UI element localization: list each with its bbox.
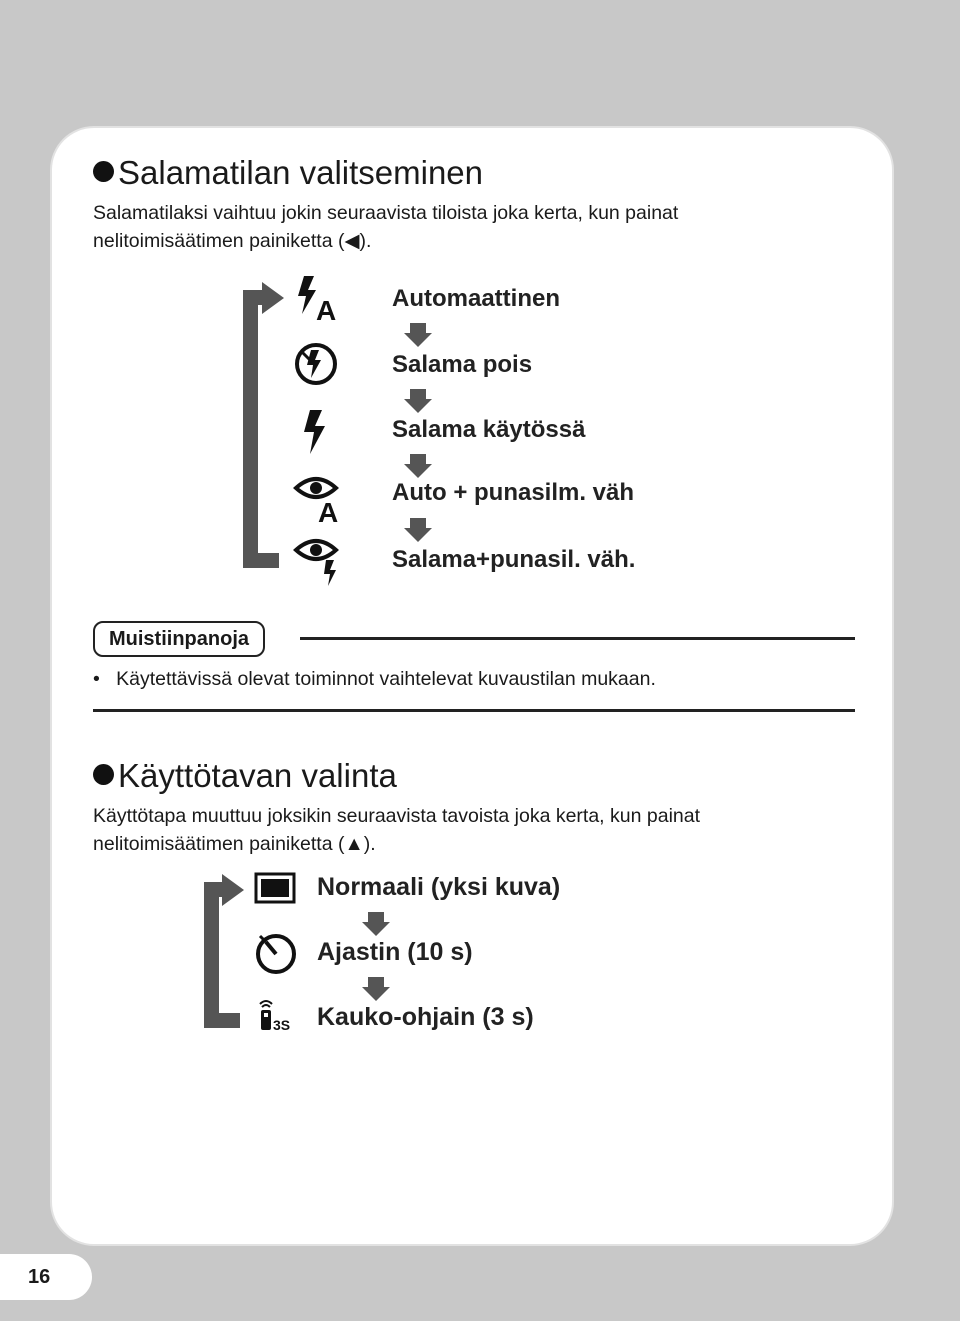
flash-off-icon [294, 342, 340, 388]
drive-section-desc-line2: nelitoimisäätimen painiketta (▲). [93, 833, 376, 855]
remote-control-icon [256, 998, 300, 1034]
red-eye-flash-icon [294, 532, 346, 588]
flash-auto-icon [294, 276, 344, 324]
svg-text:3S: 3S [273, 1017, 291, 1033]
down-arrow-icon [362, 977, 390, 1001]
flash-mode-auto-label: Automaattinen [392, 285, 560, 312]
flash-mode-redeye-flash-label: Salama+punasil. väh. [392, 546, 636, 573]
drive-section-title: Käyttötavan valinta [93, 757, 397, 795]
notes-top-rule [300, 637, 855, 640]
flash-mode-redeye-auto-label: Auto + punasilm. väh [392, 479, 635, 506]
drive-section-desc-line1: Käyttötapa muuttuu joksikin seuraavista tavoista joka kerta, kun painat [93, 805, 701, 827]
flash-mode-on-label: Salama käytössä [392, 416, 586, 443]
cycle-arrow-icon [222, 874, 246, 906]
flash-section-desc-line1: Salamatilaksi vaihtuu jokin seuraavista tiloista joka kerta, kun painat [93, 202, 679, 224]
notes-bottom-rule [93, 709, 855, 712]
bullet-dot: • [93, 668, 117, 690]
down-arrow-icon [362, 912, 390, 936]
down-arrow-icon [404, 454, 432, 478]
self-timer-icon [254, 930, 298, 976]
bullet-icon [93, 764, 114, 785]
flash-on-icon [300, 408, 334, 456]
notes-item: • Käytettävissä olevat toiminnot vaihtelevat kuvaustilan mukaan. [93, 668, 656, 690]
cycle-arrow-icon [262, 282, 286, 314]
drive-mode-normal-label: Normaali (yksi kuva) [317, 873, 561, 901]
red-eye-auto-icon [294, 470, 346, 528]
bullet-icon [93, 161, 114, 182]
flash-section-desc-line2: nelitoimisäätimen painiketta (◀). [93, 230, 372, 252]
single-frame-icon [254, 872, 298, 904]
notes-heading: Muistiinpanoja [93, 621, 265, 657]
flash-mode-off-label: Salama pois [392, 351, 533, 378]
drive-mode-timer-label: Ajastin (10 s) [317, 938, 473, 966]
down-arrow-icon [404, 389, 432, 413]
down-arrow-icon [404, 518, 432, 542]
down-arrow-icon [404, 323, 432, 347]
svg-text:A: A [318, 497, 339, 528]
flash-section-title: Salamatilan valitseminen [93, 154, 483, 192]
drive-mode-remote-label: Kauko-ohjain (3 s) [317, 1003, 534, 1031]
page-number: 16 [0, 1254, 92, 1300]
svg-text:A: A [316, 295, 337, 326]
